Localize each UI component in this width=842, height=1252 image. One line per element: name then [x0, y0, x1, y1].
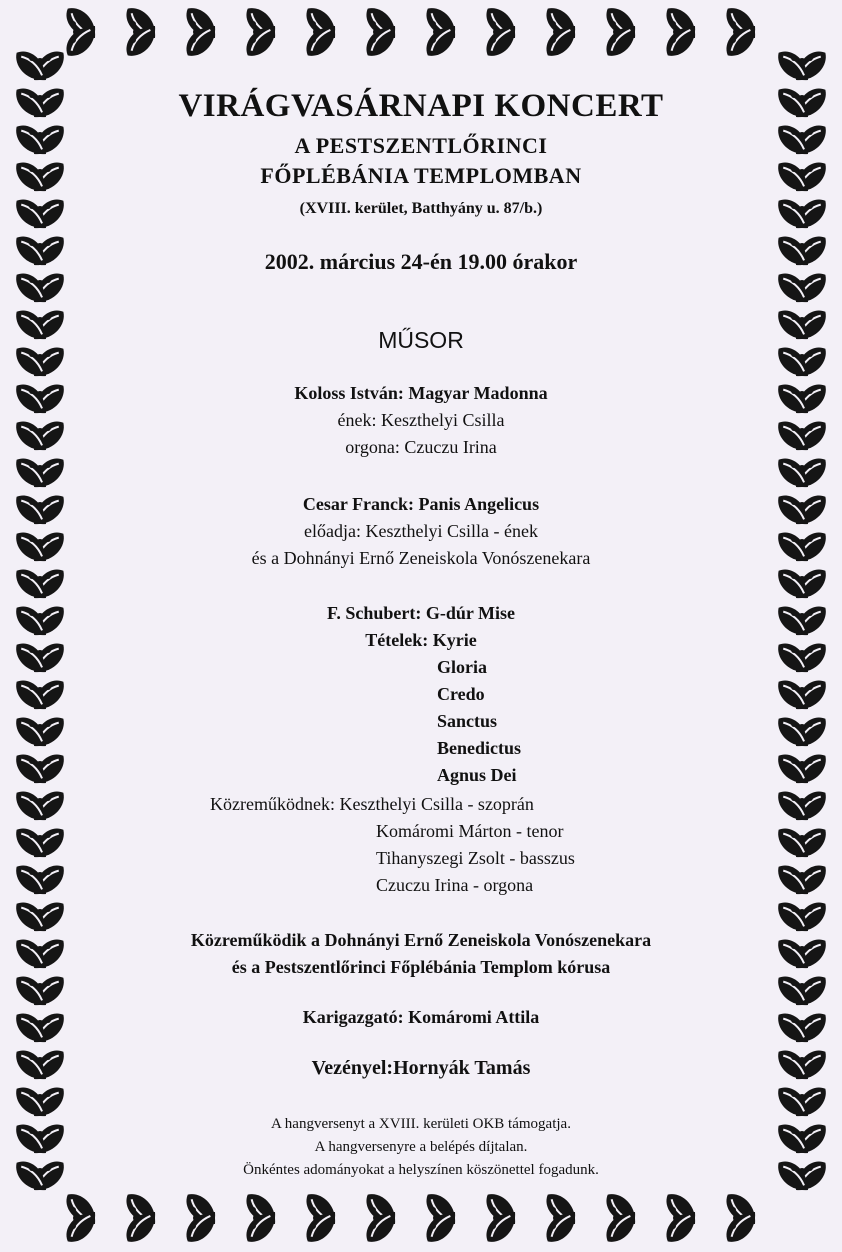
leaf-ornament	[772, 970, 833, 1011]
leaf-ornament	[772, 230, 833, 271]
leaf-ornament	[772, 637, 833, 678]
leaf-ornament	[10, 785, 71, 826]
leaf-ornament	[772, 563, 833, 604]
leaf-ornament	[10, 933, 71, 974]
leaf-ornament	[10, 1044, 71, 1085]
piece2-line1: előadja: Keszthelyi Csilla - ének	[304, 521, 538, 541]
leaf-ornament	[10, 452, 71, 493]
performer-item: Czuczu Irina - orgona	[376, 875, 534, 895]
leaf-ornament	[772, 785, 833, 826]
leaf-ornament	[772, 156, 833, 197]
leaf-ornament	[10, 526, 71, 567]
event-datetime: 2002. március 24-én 19.00 órakor	[264, 249, 578, 274]
conductor: Vezényel:Hornyák Tamás	[311, 1057, 531, 1079]
leaf-ornament	[772, 489, 833, 530]
movement-item: Gloria	[437, 657, 487, 677]
program-heading: MŰSOR	[378, 327, 464, 353]
leaf-ornament	[10, 563, 71, 604]
leaf-ornament	[772, 711, 833, 752]
piece2-line2: és a Dohnányi Ernő Zeneiskola Vonószenekara	[251, 548, 591, 568]
leaf-ornament	[10, 304, 71, 345]
leaf-ornament	[772, 267, 833, 308]
leaf-ornament	[10, 267, 71, 308]
leaf-ornament	[772, 82, 833, 123]
poster-subtitle-2: FŐPLÉBÁNIA TEMPLOMBAN	[260, 163, 582, 188]
piece3-title: F. Schubert: G-dúr Mise	[326, 603, 515, 623]
leaf-ornament	[10, 1081, 71, 1122]
leaf-ornament	[10, 822, 71, 863]
leaf-ornament	[772, 193, 833, 234]
leaf-ornament	[772, 859, 833, 900]
leaf-ornament	[10, 970, 71, 1011]
leaf-ornament	[772, 933, 833, 974]
leaf-ornament	[772, 526, 833, 567]
piece1-line1: ének: Keszthelyi Csilla	[337, 410, 505, 430]
leaf-ornament	[10, 230, 71, 271]
leaf-ornament	[772, 1081, 833, 1122]
piece3-movements-label: Tételek: Kyrie	[365, 630, 477, 650]
leaf-ornament	[772, 674, 833, 715]
poster-content	[90, 0, 752, 1252]
footer-line: A hangversenyt a XVIII. kerületi OKB támogatja.	[271, 1116, 571, 1132]
leaf-ornament	[772, 896, 833, 937]
ensemble-line-1: Közreműködik a Dohnányi Ernő Zeneiskola Vonószenekara	[190, 930, 652, 950]
performer-item: Komáromi Márton - tenor	[376, 821, 564, 841]
leaf-ornament	[772, 304, 833, 345]
poster-title: VIRÁGVASÁRNAPI KONCERT	[178, 88, 664, 124]
leaf-ornament	[10, 415, 71, 456]
movement-item: Credo	[437, 684, 485, 704]
leaf-ornament	[772, 1155, 833, 1196]
footer-line: Önkéntes adományokat a helyszínen köszönettel fogadunk.	[243, 1162, 599, 1178]
leaf-ornament	[772, 1118, 833, 1159]
leaf-ornament	[10, 711, 71, 752]
leaf-ornament	[772, 119, 833, 160]
leaf-ornament	[10, 489, 71, 530]
leaf-ornament	[772, 45, 833, 86]
leaf-ornament	[772, 748, 833, 789]
movement-item: Agnus Dei	[437, 765, 517, 785]
right-border	[772, 45, 833, 1196]
leaf-ornament	[10, 859, 71, 900]
leaf-ornament	[772, 600, 833, 641]
leaf-ornament	[10, 600, 71, 641]
choirmaster: Karigazgató: Komáromi Attila	[302, 1007, 540, 1027]
leaf-ornament	[10, 674, 71, 715]
leaf-ornament	[772, 452, 833, 493]
piece1-line2: orgona: Czuczu Irina	[345, 437, 497, 457]
performers-label: Közreműködnek: Keszthelyi Csilla - szoprán	[210, 794, 534, 814]
footer-line: A hangversenyre a belépés díjtalan.	[314, 1139, 528, 1155]
leaf-ornament	[10, 637, 71, 678]
leaf-ornament	[10, 1155, 71, 1196]
poster-subtitle-1: A PESTSZENTLŐRINCI	[294, 133, 548, 158]
leaf-ornament	[772, 341, 833, 382]
leaf-ornament	[772, 822, 833, 863]
ensemble-line-2: és a Pestszentlőrinci Főplébánia Templom kórusa	[231, 957, 611, 977]
venue-address: (XVIII. kerület, Batthyány u. 87/b.)	[299, 200, 543, 217]
leaf-ornament	[10, 378, 71, 419]
leaf-ornament	[772, 1007, 833, 1048]
leaf-ornament	[10, 1118, 71, 1159]
leaf-ornament	[10, 193, 71, 234]
piece2-title: Cesar Franck: Panis Angelicus	[302, 494, 540, 514]
leaf-ornament	[772, 415, 833, 456]
leaf-ornament	[10, 119, 71, 160]
leaf-ornament	[10, 156, 71, 197]
movement-item: Sanctus	[437, 711, 498, 731]
piece1-title: Koloss István: Magyar Madonna	[294, 383, 548, 403]
performer-item: Tihanyszegi Zsolt - basszus	[376, 848, 575, 868]
leaf-ornament	[772, 1044, 833, 1085]
leaf-ornament	[10, 45, 71, 86]
leaf-ornament	[10, 1007, 71, 1048]
leaf-ornament	[10, 341, 71, 382]
leaf-ornament	[10, 748, 71, 789]
leaf-ornament	[772, 378, 833, 419]
movement-item: Benedictus	[437, 738, 522, 758]
leaf-ornament	[10, 82, 71, 123]
leaf-ornament	[10, 896, 71, 937]
left-border	[10, 45, 71, 1196]
